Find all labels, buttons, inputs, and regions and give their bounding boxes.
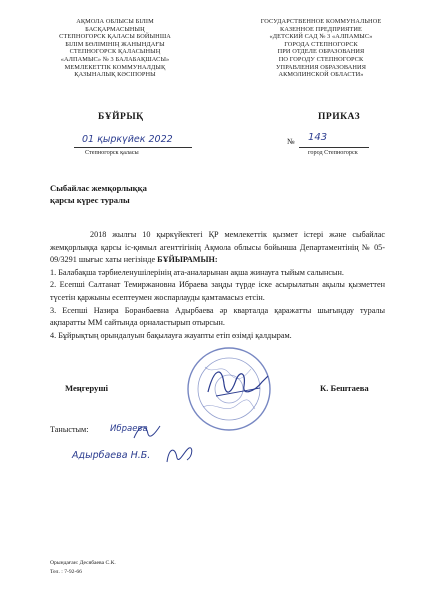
- signer-title: Меңгеруші: [65, 383, 108, 393]
- preamble-text: 2018 жылғы 10 қыркүйектегі ҚР мемлекеттік қызмет істері және сыбайлас жемқорлыққа қарсы іс-қимыл агенттігінің Ақмола облысы бойынша Департаментінің № 05-09/3291 шығыс хаты негізінде: [50, 230, 385, 265]
- order-item: 1. Балабақша тәрбиеленушілерінің ата-аналарынан ақша жинауға тыйым салынсын.: [50, 267, 344, 277]
- date-underline: [74, 147, 192, 148]
- header-right-line: ПРИ ОТДЕЛЕ ОБРАЗОВАНИЯ: [277, 48, 365, 56]
- header-left-line: СТЕПНОГОРСК ҚАЛАСЫНЫҢ: [69, 48, 161, 56]
- subject: [50, 182, 147, 206]
- city-right: город Степногорск: [308, 149, 358, 156]
- title-russian: ПРИКАЗ: [318, 112, 361, 122]
- number-prefix: №: [287, 137, 295, 146]
- number-underline: [299, 147, 369, 148]
- header-right-line: «ДЕТСКИЙ САД № 3 «АЛПАМЫС»: [269, 33, 373, 41]
- header-right-line: ГОРОДА СТЕПНОГОРСК: [284, 40, 358, 48]
- header-right-line: УПРАВЛЕНИЯ ОБРАЗОВАНИЯ: [276, 63, 366, 71]
- city-left: Степногорск қаласы: [85, 149, 139, 156]
- header-left-line: «АЛПАМЫС» № 3 БАЛАБАҚШАСЫ»: [60, 55, 170, 63]
- handwritten-signature-ibraeva: Ибраева: [110, 424, 148, 434]
- header-left-line: БІЛІМ БӨЛІМІНІҢ ЖАНЫНДАҒЫ: [65, 40, 165, 48]
- director-signature: [202, 362, 272, 404]
- handwritten-signature-adyrbaeva: Адырбаева Н.Б.: [72, 450, 151, 461]
- footer-executor: Орындаған: Десябаева С.К.: [50, 560, 116, 566]
- header-right: [236, 18, 406, 79]
- header-right-line: ПО ГОРОДУ СТЕПНОГОРСК: [278, 55, 364, 63]
- header-right-line: АКМОЛИНСКОЙ ОБЛАСТИ»: [278, 71, 364, 79]
- order-item: 2. Есепші Салтанат Темиржановна Ибраева заңды түрде іске асырылатын ақылы қызметтен түсетін қаржыны есептеумен жоспарлауды қамтамасыз етсін.: [50, 280, 385, 302]
- order-item: 3. Есепші Назира Боранбаевна Адырбаева әр кварталда қаражатты шығындау туралы ақпаратты ММ сайтында орналастырып отырсын.: [50, 305, 385, 328]
- subject-line: қарсы күрес туралы: [50, 195, 130, 205]
- order-item: 4. Бұйрықтың орындалуын бақылауға жауапты етіп өзімді қалдырам.: [50, 330, 292, 340]
- acquainted-label: Таныстым:: [50, 425, 89, 434]
- header-right-line: КАЗЕННОЕ ПРЕДПРИЯТИЕ: [280, 25, 362, 33]
- header-left: [30, 18, 200, 79]
- signer-name: К. Бештаева: [320, 383, 369, 393]
- title-kazakh: БҰЙРЫҚ: [98, 112, 144, 122]
- preamble-paragraph: [50, 229, 385, 267]
- preamble-directive: БҰЙЫРАМЫН:: [157, 255, 218, 265]
- subject-line: Сыбайлас жемқорлыққа: [50, 183, 147, 193]
- signature-scribble: [163, 442, 197, 466]
- header-right-line: ГОСУДАРСТВЕННОЕ КОММУНАЛЬНОЕ: [260, 18, 382, 25]
- order-body: [50, 229, 385, 342]
- header-left-line: АҚМОЛА ОБЛЫСЫ БІЛІМ: [76, 18, 154, 25]
- header-left-line: ҚАЗЫНАЛЫҚ КӘСІПОРНЫ: [74, 71, 156, 79]
- date-handwritten: 01 қыркүйек 2022: [82, 134, 173, 145]
- footer: [50, 559, 116, 577]
- header-left-line: МЕМЛЕКЕТТІК КОММУНАЛДЫҚ: [64, 63, 166, 71]
- header-left-line: СТЕПНОГОРСК ҚАЛАСЫ БОЙЫНША: [59, 33, 171, 41]
- header-left-line: БАСҚАРМАСЫНЫҢ: [85, 25, 145, 33]
- number-handwritten: 143: [308, 132, 328, 143]
- signature-scribble: [130, 420, 166, 442]
- footer-phone: Тел. : 7-92-66: [50, 569, 82, 575]
